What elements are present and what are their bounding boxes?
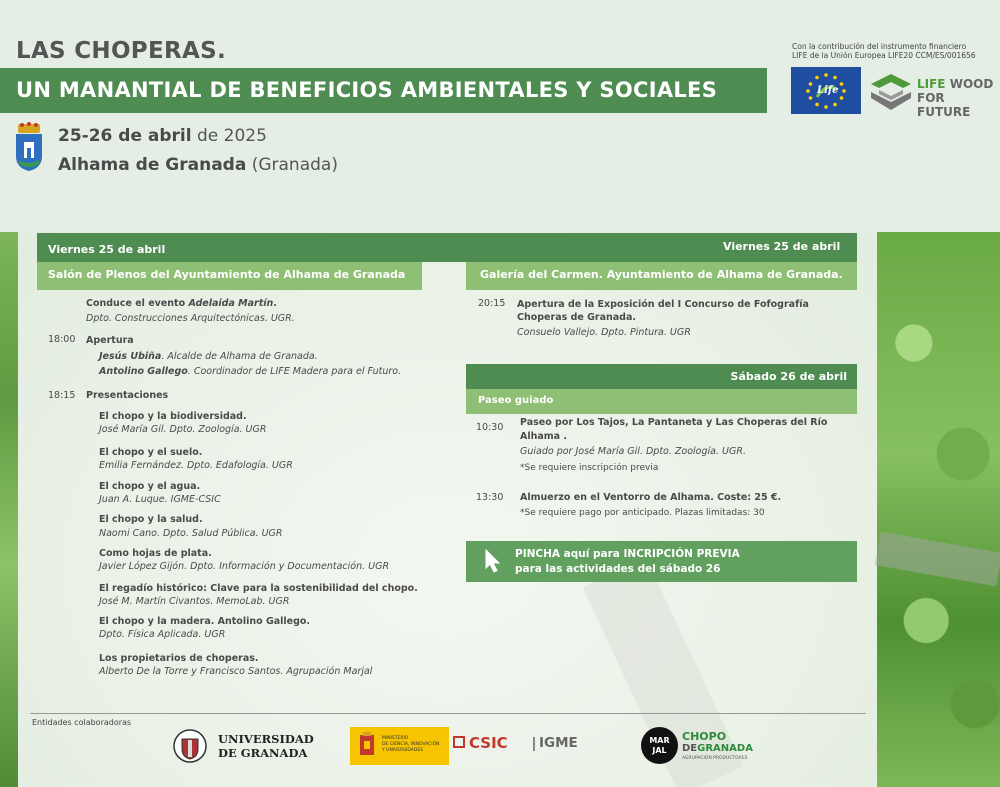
saturday-subheader: Paseo guiado [466, 389, 857, 414]
talk-speaker: Naomi Cano. Dpto. Salud Pública. UGR [99, 528, 283, 539]
footer-divider [30, 713, 866, 714]
talk-speaker: Emilia Fernández. Dpto. Edafología. UGR [99, 460, 293, 471]
exhibition-time: 20:15 [478, 298, 506, 309]
saturday-header: Sábado 26 de abril [466, 364, 857, 389]
friday-right-venue: Galería del Carmen. Ayuntamiento de Alhama de Granada. [466, 262, 857, 290]
talk-title: El chopo y la salud. [99, 514, 203, 525]
host-line: Conduce el evento Adelaida Martín. [86, 298, 277, 309]
walk-line-1: Paseo por Los Tajos, La Pantaneta y Las Choperas del Río [520, 417, 828, 428]
talk-title: El chopo y el suelo. [99, 447, 203, 458]
talk-speaker: José María Gil. Dpto. Zoología. UGR [99, 424, 267, 435]
lunch-note: *Se requiere pago por anticipado. Plazas limitadas: 30 [520, 508, 765, 518]
chopo-de-granada-logo: MAR JAL CHOPO DEGRANADA AGRUPACIÓN PRODUCTORES [641, 726, 761, 766]
registration-link-button[interactable]: PINCHA aquí para INCRIPCIÓN PREVIA para las actividades del sábado 26 [466, 541, 857, 582]
event-dates: 25-26 de abril de 2025 [58, 126, 267, 146]
opener-1: Jesús Ubiña. Alcalde de Alhama de Granada. [99, 351, 318, 362]
walk-line-2: Alhama . [520, 431, 568, 442]
talk-title: El chopo y la madera. Antolino Gallego. [99, 616, 311, 627]
event-place: Alhama de Granada (Granada) [58, 155, 338, 175]
talks-label: Presentaciones [86, 390, 169, 401]
talk-title: El regadío histórico: Clave para la sostenibilidad del chopo. [99, 583, 418, 594]
exhibition-line-2: Choperas de Granada. [517, 312, 637, 323]
background-foliage-left [0, 232, 18, 787]
life-wood-for-future-logo: LIFE WOOD FOR FUTURE [869, 70, 995, 112]
talk-speaker: Alberto De la Torre y Francisco Santos. Agrupación Marjal [99, 666, 373, 677]
walk-note: *Se requiere inscripción previa [520, 463, 659, 473]
talk-title: El chopo y la biodiversidad. [99, 411, 247, 422]
talk-title: Los propietarios de choperas. [99, 653, 259, 664]
marjal-badge: MAR JAL [641, 727, 678, 764]
ministry-logo: MINISTERIO DE CIENCIA, INNOVACIÓN Y UNIVERSIDADES [350, 727, 449, 765]
exhibition-line-1: Apertura de la Exposición del I Concurso de Fofografía [517, 299, 809, 310]
opener-2: Antolino Gallego. Coordinador de LIFE Madera para el Futuro. [99, 366, 402, 377]
walk-guide: Guiado por José María Gil. Dpto. Zoología. UGR. [520, 446, 746, 457]
talk-speaker: Javier López Gijón. Dpto. Información y Documentación. UGR [99, 561, 390, 572]
title-banner: UN MANANTIAL DE BENEFICIOS AMBIENTALES Y SOCIALES [0, 68, 767, 113]
background-foliage-right [877, 232, 1000, 787]
spain-coat-of-arms-icon [356, 731, 378, 761]
tree-branch [875, 532, 1000, 587]
talk-title: Como hojas de plata. [99, 548, 212, 559]
eu-life-label: Life [817, 85, 839, 96]
eu-life-logo [791, 67, 861, 114]
talk-speaker: Juan A. Luque. IGME-CSIC [99, 494, 221, 505]
leaf-arrow-icon [869, 70, 913, 112]
friday-header-bar: Viernes 25 de abril [37, 233, 857, 262]
talk-speaker: José M. Martín Civantos. MemoLab. UGR [99, 596, 290, 607]
friday-right-day: Viernes 25 de abril [723, 240, 841, 253]
lunch-time: 13:30 [476, 492, 504, 503]
exhibition-speaker: Consuelo Vallejo. Dpto. Pintura. UGR [517, 327, 691, 338]
opening-time: 18:00 [48, 334, 76, 345]
ugr-shield-icon [172, 727, 208, 765]
walk-time: 10:30 [476, 422, 504, 433]
cursor-arrow-icon [484, 549, 502, 573]
lunch-line: Almuerzo en el Ventorro de Alhama. Coste: 25 €. [520, 492, 782, 503]
talks-time: 18:15 [48, 390, 76, 401]
collaborators-label: Entidades colaboradoras [32, 718, 132, 727]
opening-label: Apertura [86, 335, 134, 346]
friday-left-venue: Salón de Plenos del Ayuntamiento de Alhama de Granada [37, 262, 422, 290]
talk-title: El chopo y el agua. [99, 481, 201, 492]
page-title: LAS CHOPERAS. [16, 38, 226, 64]
talk-speaker: Dpto. Física Aplicada. UGR [99, 629, 226, 640]
ugr-logo: UNIVERSIDAD DE GRANADA [172, 727, 312, 765]
eu-contribution-note: Con la contribución del instrumento financiero LIFE de la Unión Europea LIFE20 CCM/ES/001656 [792, 42, 976, 60]
host-dept: Dpto. Construcciones Arquitectónicas. UGR. [86, 313, 295, 324]
alhama-crest-icon [14, 122, 44, 172]
csic-mark-icon [453, 736, 465, 748]
